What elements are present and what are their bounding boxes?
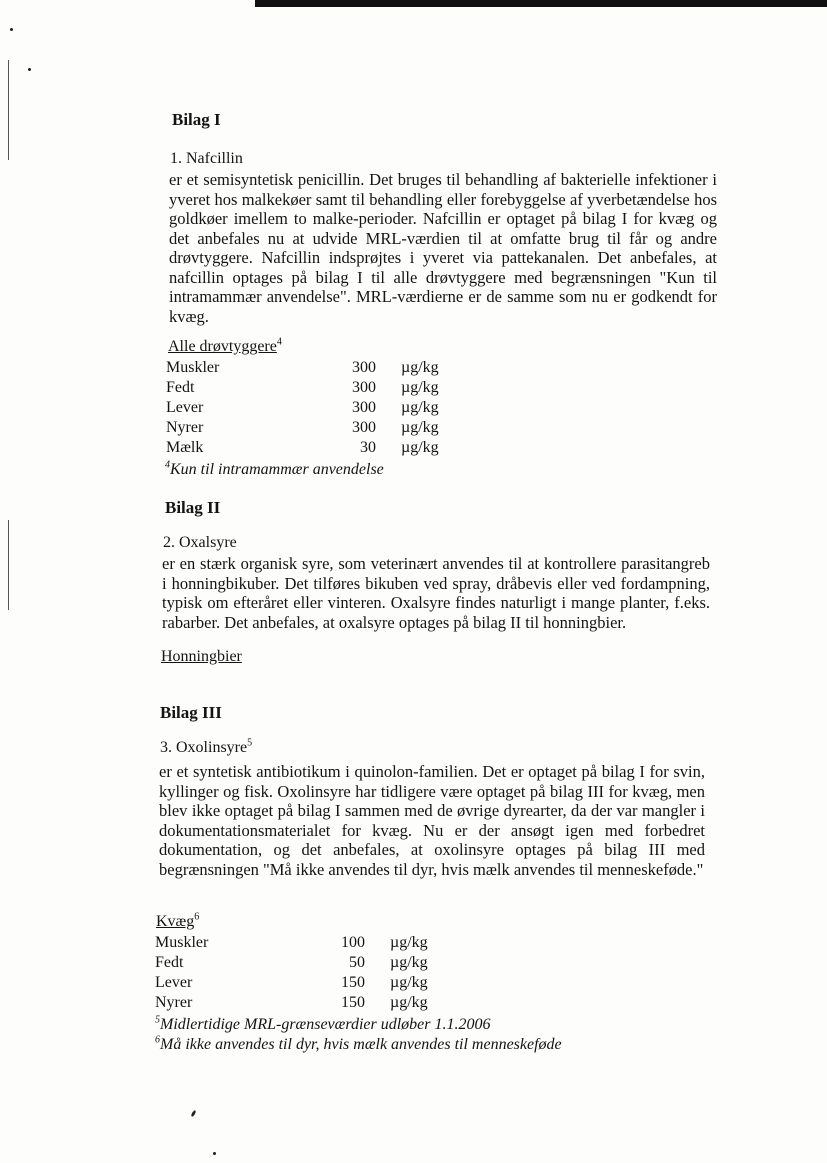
bilag2-heading: Bilag II (165, 498, 221, 517)
bilag2-item-title: 2. Oxalsyre (163, 534, 237, 551)
table-row: Nyrer 150 µg/kg (155, 994, 428, 1011)
table-row: Muskler 300 µg/kg (166, 359, 439, 376)
bilag1-species-label: Alle drøvtyggere$^4$ (168, 336, 282, 355)
bilag1-footnote: $^4$Kun til intramammær anvendelse (165, 459, 384, 478)
table-row: Fedt 300 µg/kg (166, 379, 439, 396)
bilag1-paragraph: er et semisyntetisk penicillin. Det bruges til behandling af bakterielle infektioner i yveret hos malkekøer samt til behandling eller forebyggelse af yverbetændelse hos goldkøer imellem to malke-perioder. Nafcillin er optaget på bilag I for kvæg og det anbefales nu at udvide MRL-værdien til at omfatte brug til får og andre drøvtyggere. Nafcillin indsprøjtes i yveret via pattekanalen. Det anbefales, at nafcillin optages på bilag I til alle drøvtyggere med begrænsningen "Kun til intramammær anvendelse". MRL-værdierne er de samme som nu er godkendt for kvæg. (169, 170, 717, 326)
bilag2-species-label: Honningbier (161, 648, 242, 665)
table-row: Mælk 30 µg/kg (166, 439, 439, 456)
table-row: Muskler 100 µg/kg (155, 934, 428, 951)
table-row: Nyrer 300 µg/kg (166, 419, 439, 436)
bilag3-heading: Bilag III (160, 703, 222, 722)
bilag3-paragraph: er et syntetisk antibiotikum i quinolon-familien. Det er optaget på bilag I for svin, kyllinger og fisk. Oxolinsyre har tidligere være optaget på bilag III for kvæg, men blev ikke optaget på bilag I sammen med de øvrige dyrearter, da der var mangler i dokumentationsmaterialet for kvæg. Nu er der ansøgt igen med forbedret dokumentation, og det anbefales, at oxolinsyre optages på bilag III med begrænsningen "Må ikke anvendes til dyr, hvis mælk anvendes til menneskeføde." (159, 762, 705, 879)
bilag3-footnote-5: $^5$Midlertidige MRL-grænseværdier udløber 1.1.2006 (155, 1014, 491, 1033)
bilag1-mrl-table (166, 358, 471, 458)
bilag3-item-title: 3. Oxolinsyre$^5$ (160, 737, 253, 756)
bilag2-paragraph: er en stærk organisk syre, som veterinært anvendes til at kontrollere parasitangreb i honningbikuber. Det tilføres bikuben ved spray, dråbevis eller ved fordampning, typisk om efteråret eller vinteren. Oxalsyre findes naturligt i mange planter, f.eks. rabarber. Det anbefales, at oxalsyre optages på bilag II til honningbier. (162, 554, 710, 632)
table-row: Fedt 50 µg/kg (155, 954, 428, 971)
bilag3-species-label: Kvæg$^6$ (156, 911, 200, 930)
bilag1-item-title: 1. Nafcillin (170, 150, 243, 167)
table-row: Lever 150 µg/kg (155, 974, 428, 991)
bilag3-mrl-table (155, 933, 460, 1013)
table-row: Lever 300 µg/kg (166, 399, 439, 416)
bilag1-heading: Bilag I (172, 110, 221, 129)
bilag3-footnote-6: $^6$Må ikke anvendes til dyr, hvis mælk anvendes til menneskeføde (155, 1034, 562, 1053)
